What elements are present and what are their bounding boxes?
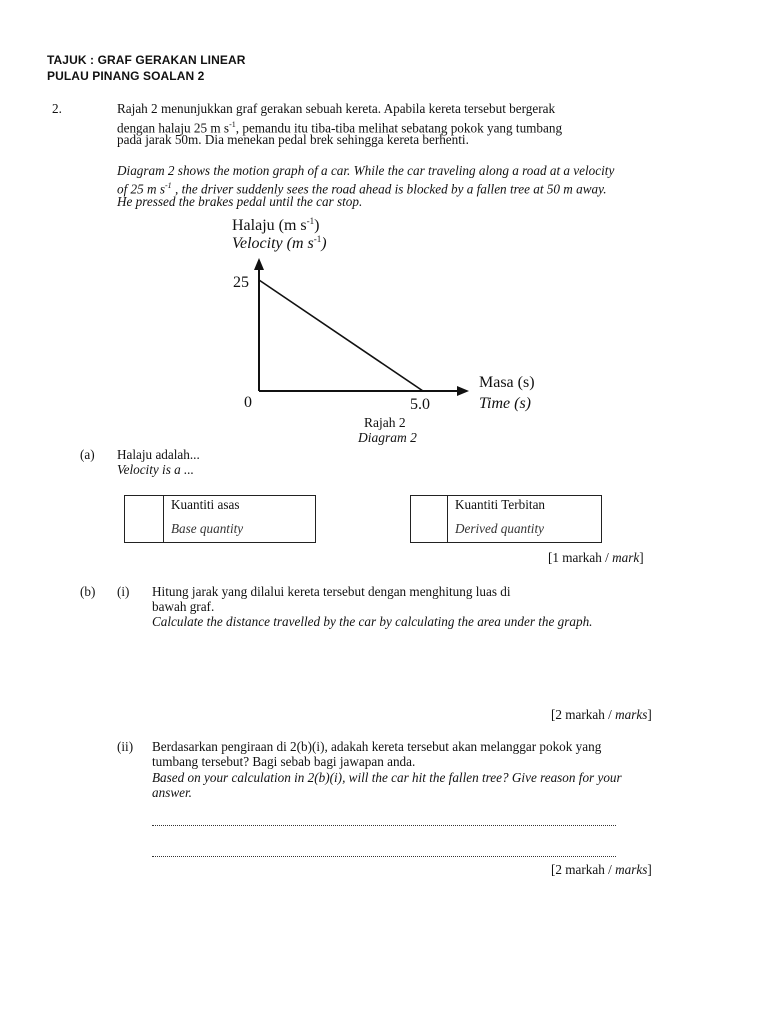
origin-label: 0 [244,394,252,411]
x-tick-label: 5.0 [410,396,430,413]
part-a-marks: [1 markah / mark] [548,550,644,565]
part-b-i-marks: [2 markah / marks] [551,707,652,722]
header-subtitle: PULAU PINANG SOALAN 2 [47,69,205,83]
part-b-ii-english-1: Based on your calculation in 2(b)(i), will the car hit the fallen tree? Give reason for your [152,770,622,785]
option-base-english: Base quantity [171,521,244,536]
option-derived-checkbox[interactable] [411,496,448,542]
diagram-caption-malay: Rajah 2 [364,415,406,430]
english-line-3: He pressed the brakes pedal until the car stop. [117,194,363,209]
part-b-ii-malay-2: tumbang tersebut? Bagi sebab bagi jawapan anda. [152,754,416,769]
part-b-ii-label: (ii) [117,739,134,754]
velocity-series-line [259,280,423,391]
option-derived-english: Derived quantity [455,521,544,536]
malay-line-2: dengan halaju 25 m $s^{-1}$, pemandu itu tiba-tiba melihat sebatang pokok yang tumbang [117,120,563,136]
answer-line-2[interactable] [152,856,616,857]
malay-line-3: pada jarak 50m. Dia menekan pedal brek sehingga kereta berhenti. [117,132,469,147]
english-line-1: Diagram 2 shows the motion graph of a car. While the car traveling along a road at a velocity [117,163,615,178]
part-a-english: Velocity is a ... [117,462,194,477]
option-base-quantity[interactable] [124,495,316,543]
part-b-i-english: Calculate the distance travelled by the car by calculating the area under the graph. [152,614,593,629]
part-b-ii-marks: [2 markah / marks] [551,862,652,877]
x-axis-arrow [457,386,469,396]
part-b-ii-malay-1: Berdasarkan pengiraan di 2(b)(i), adakah kereta tersebut akan melanggar pokok yang [152,739,602,754]
part-b-label: (b) [80,584,96,599]
option-base-malay: Kuantiti asas [171,497,240,512]
y-tick-label: 25 [233,274,249,291]
malay-line-1: Rajah 2 menunjukkan graf gerakan sebuah kereta. Apabila kereta tersebut bergerak [117,101,556,116]
english-line-2: of 25 m $s^{-1}$ , the driver suddenly sees the road ahead is blocked by a fallen tree at 50 m away. [117,181,607,197]
part-b-ii-english-2: answer. [152,785,192,800]
question-number: 2. [52,101,62,116]
option-base-checkbox[interactable] [125,496,164,542]
answer-line-1[interactable] [152,825,616,826]
y-axis-label-english: Velocity (m $s^{-1}$) [232,234,327,252]
y-axis-label-malay: Halaju (m $s^{-1}$) [232,216,320,234]
x-axis-label-malay: Masa (s) [479,374,535,391]
x-axis-label-english: Time (s) [479,395,531,412]
part-a-label: (a) [80,447,95,462]
option-derived-malay: Kuantiti Terbitan [455,497,546,512]
part-b-i-malay-1: Hitung jarak yang dilalui kereta tersebut dengan menghitung luas di [152,584,511,599]
part-b-i-malay-2: bawah graf. [152,599,215,614]
header-title: TAJUK : GRAF GERAKAN LINEAR [47,53,246,67]
part-a-malay: Halaju adalah... [117,447,200,462]
option-derived-quantity[interactable] [410,495,602,543]
part-b-i-label: (i) [117,584,130,599]
diagram-caption-english: Diagram 2 [358,430,417,445]
y-axis-arrow [254,258,264,270]
